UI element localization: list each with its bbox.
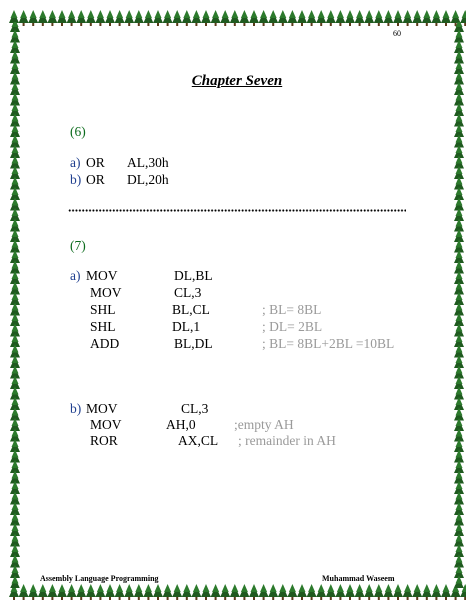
tree-ornament xyxy=(278,584,288,600)
q7-b-line1-args: CL,3 xyxy=(181,401,209,416)
decorative-tree-border-right xyxy=(450,22,468,588)
tree-ornament xyxy=(297,10,307,26)
tree-ornament xyxy=(38,584,48,600)
tree-ornament xyxy=(307,10,317,26)
q7-a-line5-args: BL,DL xyxy=(174,336,213,351)
tree-ornament xyxy=(211,10,221,26)
page-number: 60 xyxy=(393,29,401,38)
tree-ornament xyxy=(326,584,336,600)
q6-b-args: DL,20h xyxy=(127,172,169,187)
tree-ornament xyxy=(412,10,422,26)
tree-ornament xyxy=(355,584,365,600)
tree-ornament xyxy=(403,10,413,26)
q7-b-line2-comment: ;empty AH xyxy=(234,417,294,432)
tree-ornament xyxy=(220,10,230,26)
q6-a-args: AL,30h xyxy=(127,155,169,170)
q6-b-op: OR xyxy=(86,172,105,187)
tree-ornament xyxy=(57,10,67,26)
tree-ornament xyxy=(355,10,365,26)
decorative-tree-border-left xyxy=(6,22,24,588)
tree-ornament xyxy=(230,10,240,26)
q6-a-label: a) xyxy=(70,155,81,170)
tree-ornament xyxy=(249,10,259,26)
q7-b-line1-op: MOV xyxy=(86,401,118,416)
tree-ornament xyxy=(422,584,432,600)
tree-ornament xyxy=(239,10,249,26)
tree-ornament xyxy=(28,10,38,26)
tree-ornament xyxy=(28,584,38,600)
tree-ornament xyxy=(134,10,144,26)
q7-a-line5-op: ADD xyxy=(90,336,120,351)
q7-a-line3-op: SHL xyxy=(90,302,116,317)
tree-ornament xyxy=(335,10,345,26)
tree-ornament xyxy=(124,584,134,600)
tree-ornament xyxy=(220,584,230,600)
tree-ornament xyxy=(326,10,336,26)
question-6-number: (6) xyxy=(70,124,86,139)
tree-ornament xyxy=(412,584,422,600)
tree-ornament xyxy=(143,10,153,26)
tree-ornament xyxy=(268,10,278,26)
decorative-tree-border-top xyxy=(8,10,466,28)
q7-a-line3-args: BL,CL xyxy=(172,302,210,317)
q7-a-line4-args: DL,1 xyxy=(172,319,201,334)
q7-a-line2-args: CL,3 xyxy=(174,285,202,300)
q7-a-line2-op: MOV xyxy=(90,285,122,300)
tree-ornament xyxy=(364,584,374,600)
tree-ornament xyxy=(422,10,432,26)
q7-a-line1-op: MOV xyxy=(86,268,118,283)
q7-a-line4-comment: ; DL= 2BL xyxy=(262,319,323,334)
tree-ornament xyxy=(86,584,96,600)
tree-ornament xyxy=(374,584,384,600)
tree-ornament xyxy=(249,584,259,600)
tree-ornament xyxy=(287,10,297,26)
tree-ornament xyxy=(316,10,326,26)
tree-ornament xyxy=(105,584,115,600)
tree-ornament xyxy=(182,584,192,600)
tree-ornament xyxy=(191,10,201,26)
q7-b-line3-args: AX,CL xyxy=(178,433,219,448)
q7-a-line3-comment: ; BL= 8BL xyxy=(262,302,322,317)
q7-b-label: b) xyxy=(70,401,82,416)
tree-ornament xyxy=(259,10,269,26)
tree-ornament xyxy=(47,10,57,26)
tree-ornament xyxy=(259,584,269,600)
dotted-separator xyxy=(68,209,406,212)
decorative-tree-border-bottom xyxy=(8,584,466,602)
tree-ornament xyxy=(335,584,345,600)
q6-b-label: b) xyxy=(70,172,82,187)
tree-ornament xyxy=(172,10,182,26)
tree-ornament xyxy=(67,10,77,26)
tree-ornament xyxy=(393,584,403,600)
tree-ornament xyxy=(163,584,173,600)
tree-ornament xyxy=(38,10,48,26)
q7-a-line4-op: SHL xyxy=(90,319,116,334)
tree-ornament xyxy=(403,584,413,600)
tree-ornament xyxy=(143,584,153,600)
tree-ornament xyxy=(345,584,355,600)
tree-ornament xyxy=(211,584,221,600)
tree-ornament xyxy=(86,10,96,26)
tree-ornament xyxy=(153,584,163,600)
tree-ornament xyxy=(230,584,240,600)
tree-ornament xyxy=(95,10,105,26)
tree-ornament xyxy=(287,584,297,600)
q7-b-line2-op: MOV xyxy=(90,417,122,432)
q7-b-line3-comment: ; remainder in AH xyxy=(238,433,336,448)
tree-ornament xyxy=(153,10,163,26)
tree-ornament xyxy=(134,584,144,600)
tree-ornament xyxy=(57,584,67,600)
tree-ornament xyxy=(76,10,86,26)
tree-ornament xyxy=(67,584,77,600)
tree-ornament xyxy=(201,10,211,26)
q7-a-line1-args: DL,BL xyxy=(174,268,213,283)
tree-ornament xyxy=(383,10,393,26)
tree-ornament xyxy=(163,10,173,26)
q7-b-line2-args: AH,0 xyxy=(166,417,196,432)
tree-ornament xyxy=(345,10,355,26)
tree-ornament xyxy=(239,584,249,600)
q7-a-line5-comment: ; BL= 8BL+2BL =10BL xyxy=(262,336,395,351)
tree-ornament xyxy=(374,10,384,26)
footer-book-title: Assembly Language Programming xyxy=(40,574,159,583)
tree-ornament xyxy=(124,10,134,26)
tree-ornament xyxy=(105,10,115,26)
tree-ornament xyxy=(172,584,182,600)
tree-ornament xyxy=(364,10,374,26)
footer-author: Muhammad Waseem xyxy=(322,574,395,583)
question-7-number: (7) xyxy=(70,238,86,253)
tree-ornament xyxy=(393,10,403,26)
tree-ornament xyxy=(431,10,441,26)
tree-ornament xyxy=(201,584,211,600)
tree-ornament xyxy=(182,10,192,26)
q6-a-op: OR xyxy=(86,155,105,170)
tree-ornament xyxy=(307,584,317,600)
tree-ornament xyxy=(76,584,86,600)
tree-ornament xyxy=(268,584,278,600)
tree-ornament xyxy=(316,584,326,600)
tree-ornament xyxy=(297,584,307,600)
tree-ornament xyxy=(431,584,441,600)
tree-ornament xyxy=(191,584,201,600)
chapter-title: Chapter Seven xyxy=(191,73,283,89)
q7-a-label: a) xyxy=(70,268,81,283)
tree-ornament xyxy=(95,584,105,600)
tree-ornament xyxy=(115,584,125,600)
tree-ornament xyxy=(115,10,125,26)
tree-ornament xyxy=(47,584,57,600)
tree-ornament xyxy=(278,10,288,26)
tree-ornament xyxy=(383,584,393,600)
q7-b-line3-op: ROR xyxy=(90,433,118,448)
